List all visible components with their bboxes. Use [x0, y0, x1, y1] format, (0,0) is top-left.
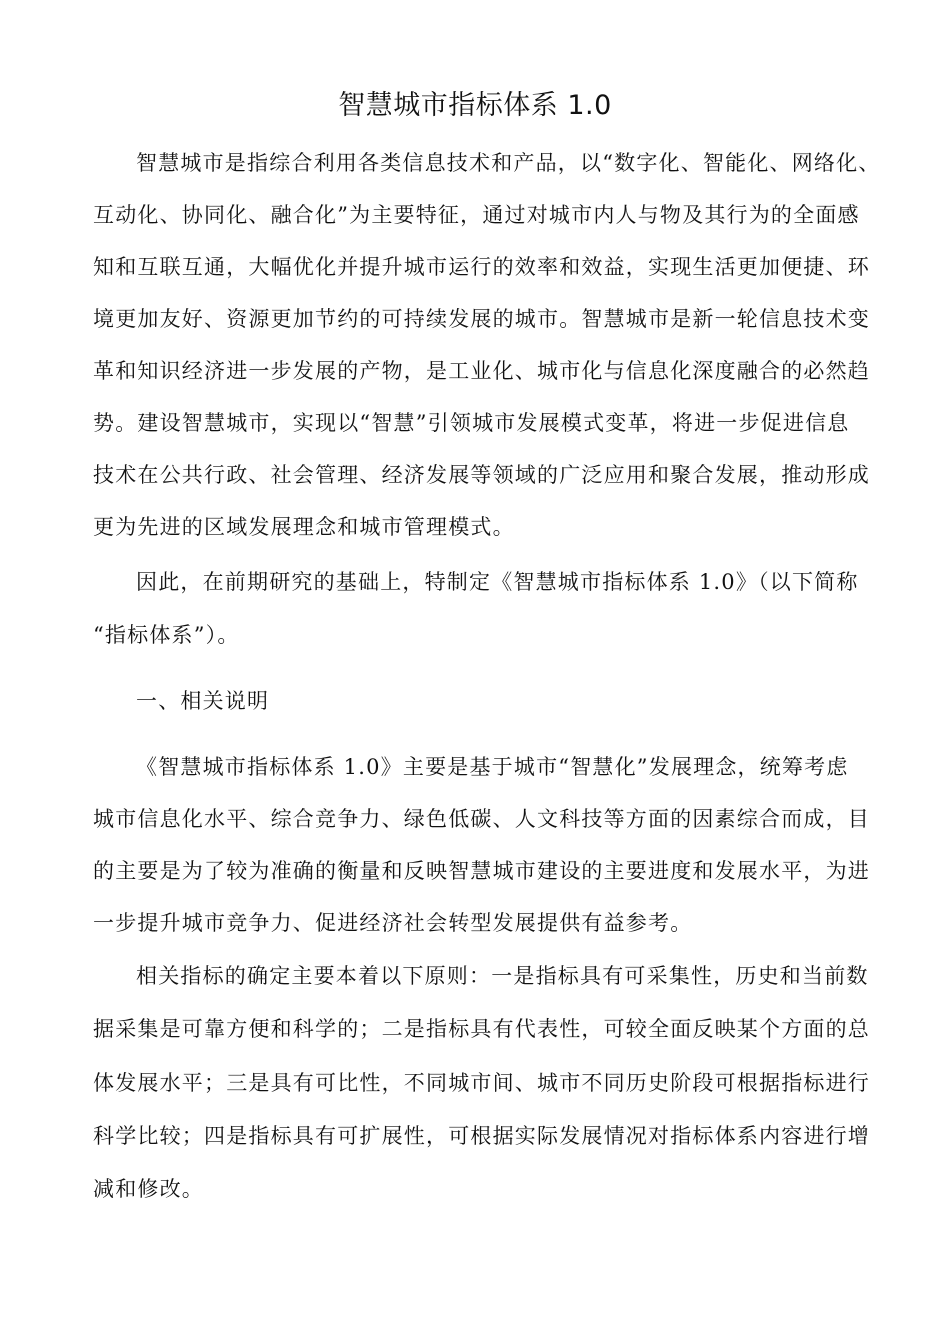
paragraph-line: 科学比较；四是指标具有可扩展性，可根据实际发展情况对指标体系内容进行增	[93, 1124, 870, 1148]
paragraph-line: 相关指标的确定主要本着以下原则：一是指标具有可采集性，历史和当前数	[136, 964, 869, 988]
document-title: 智慧城市指标体系 1.0	[338, 90, 612, 121]
paragraph-line: 互动化、协同化、融合化”为主要特征，通过对城市内人与物及其行为的全面感	[93, 203, 860, 227]
paragraph-line: 《智慧城市指标体系 1.0》主要是基于城市“智慧化”发展理念，统筹考虑	[136, 755, 849, 779]
paragraph-line: 城市信息化水平、综合竞争力、绿色低碳、人文科技等方面的因素综合而成，目	[93, 807, 870, 831]
paragraph-line: 智慧城市是指综合利用各类信息技术和产品，以“数字化、智能化、网络化、	[136, 151, 881, 175]
paragraph-line: 的主要是为了较为准确的衡量和反映智慧城市建设的主要进度和发展水平，为进	[93, 859, 870, 883]
paragraph-line: 技术在公共行政、社会管理、经济发展等领域的广泛应用和聚合发展，推动形成	[93, 463, 870, 487]
paragraph-line: 境更加友好、资源更加节约的可持续发展的城市。智慧城市是新一轮信息技术变	[93, 307, 870, 331]
paragraph-line: 更为先进的区域发展理念和城市管理模式。	[93, 515, 515, 539]
paragraph-line: 革和知识经济进一步发展的产物，是工业化、城市化与信息化深度融合的必然趋	[93, 359, 870, 383]
section-heading: 一、相关说明	[136, 689, 270, 713]
paragraph-line: 知和互联互通，大幅优化并提升城市运行的效率和效益，实现生活更加便捷、环	[93, 255, 870, 279]
paragraph-line: 势。建设智慧城市，实现以“智慧”引领城市发展模式变革，将进一步促进信息	[93, 411, 850, 435]
paragraph-line: 体发展水平；三是具有可比性，不同城市间、城市不同历史阶段可根据指标进行	[93, 1071, 870, 1095]
paragraph-line: “指标体系”）。	[93, 623, 240, 647]
paragraph-line: 据采集是可靠方便和科学的；二是指标具有代表性，可较全面反映某个方面的总	[93, 1017, 870, 1041]
paragraph-line: 一步提升城市竞争力、促进经济社会转型发展提供有益参考。	[93, 911, 693, 935]
paragraph-line: 因此，在前期研究的基础上，特制定《智慧城市指标体系 1.0》（以下简称	[136, 570, 859, 594]
paragraph-line: 减和修改。	[93, 1177, 204, 1201]
